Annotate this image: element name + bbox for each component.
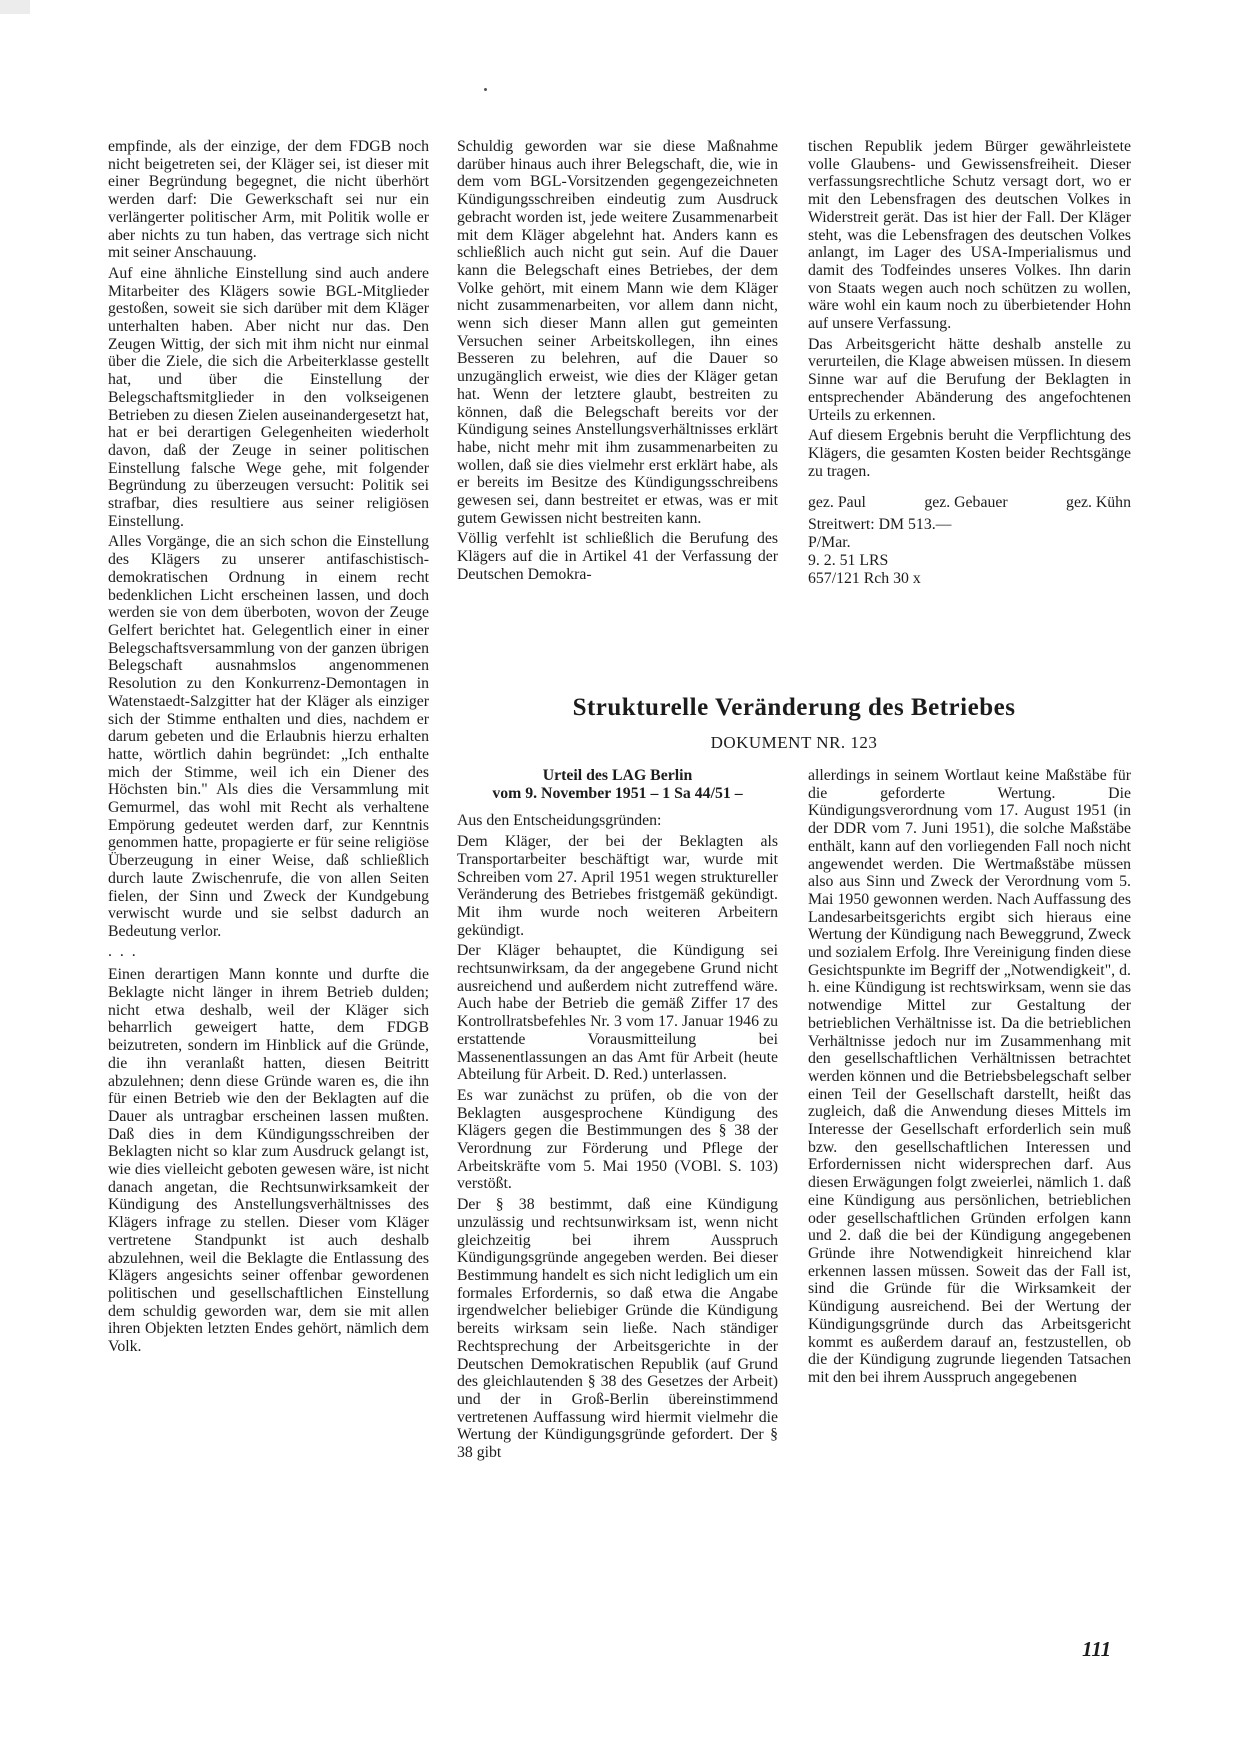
- signature: gez. Kühn: [1066, 494, 1131, 512]
- meta-line: P/Mar.: [808, 534, 851, 552]
- scan-corner-mark: [0, 0, 30, 14]
- column-left: [108, 138, 429, 1356]
- judgment-date: vom 9. November 1951 – 1 Sa 44/51 –: [492, 784, 743, 802]
- paragraph: Der Kläger behauptet, die Kündigung sei rechtsunwirksam, da der angegebene Grund nicht ausreichend und außerdem nicht zutreffend wäre. Auch habe der Betrieb die gemäß Ziffer 17 des Kontrollratsbefehles Nr. 3 vom 17. Januar 1946 zu erstattende Vorausmitteilung bei Massenentlassungen an das Amt für Arbeit (heute Abteilung für Arbeit. D. Red.) unterlassen.: [457, 942, 778, 1084]
- paragraph: Schuldig geworden war sie diese Maßnahme darüber hinaus auch ihrer Belegschaft, die, wie in dem vom BGL-Vorsitzenden gegengezeichneten Kündigungsschreiben eindeutig zum Ausdruck gebracht worden ist, jede weitere Zusammenarbeit mit dem Kläger abgelehnt hat. Anders kann es schließlich auch nicht gut sein. Auf die Dauer kann die Belegschaft eines Betriebes, der dem Volke gehört, mit einem Mann wie dem Kläger nicht zusammenarbeiten, vor allem dann nicht, wenn sich dieser Mann allen gut gemeinten Versuchen seiner Arbeitskollegen, ihn eines Besseren zu belehren, auf die Dauer so unzugänglich erweist, wie dies der Kläger getan hat. Wenn der letztere glaubt, bestreiten zu können, daß die Belegschaft bereits vor der Kündigung seines Anstellungsverhältnisses erklärt habe, nicht mehr mit ihm zusammenarbeiten zu wollen, daß sie dies vielmehr erst erklärt habe, als er bereits im Besitze des Kündigungsschreibens gewesen sei, dann bestreitet er etwas, was er mit gutem Gewissen nicht bestreiten kann.: [457, 138, 778, 527]
- paragraph: Einen derartigen Mann konnte und durfte die Beklagte nicht länger in ihrem Betrieb dulden; nicht etwa deshalb, weil der Kläger sich beharrlich geweigert hatte, dem FDGB beizutreten, sondern im Hinblick auf die Gründe, die ihn veranlaßt hatten, diesen Beitritt abzulehnen; denn diese Gründe waren es, die ihn für einen Betrieb wie den der Beklagten auf die Dauer als untragbar erscheinen lassen mußten. Daß dies in dem Kündigungsschreiben der Beklagten nicht so klar zum Ausdruck gelangt ist, wie dies vielleicht geboten gewesen wäre, ist nicht danach angetan, die Rechtsunwirksamkeit der Kündigung des Anstellungsverhältnisses des Klägers infrage zu stellen. Dieser vom Kläger vertretene Standpunkt ist auch deshalb abzulehnen, weil die Beklagte die Entlassung des Klägers angesichts seiner offenbar gewordenen politischen und gesellschaftlichen Einstellung dem schuldig geworden war, dem sie mit allen ihren Objekten letzten Endes gehört, nämlich dem Volk.: [108, 966, 429, 1356]
- paragraph: Der § 38 bestimmt, daß eine Kündigung unzulässig und rechtsunwirksam ist, wenn nicht gleichzeitig bei ihrem Ausspruch Kündigungsgründe angegeben werden. Bei dieser Bestimmung handelt es sich nicht lediglich um ein formales Erfordernis, so daß etwa die Angabe irgendwelcher beliebiger Gründe die Kündigung bereits wirksam sein ließe. Nach ständiger Rechtsprechung der Arbeitsgerichte in der Deutschen Demokratischen Republik (auf Grund des gleichlautenden § 38 des Gesetzes der Arbeit) und der in Groß-Berlin übereinstimmend vertretenen Auffassung wird hiermit vielmehr die Wertung der Kündigungsgründe gefordert. Der § 38 gibt: [457, 1196, 778, 1462]
- paragraph: Alles Vorgänge, die an sich schon die Einstellung des Klägers zu unserer antifaschistisch-demokratischen Ordnung in einem recht bedenklichen Licht erscheinen lassen, und doch werden sie von dem überboten, wovon der Zeuge Gelfert berichtet hat. Gelegentlich einer in einer Belegschaftsversammlung von der ganzen übrigen Belegschaft ausnahmslos angenommenen Resolution zu den Konkurrenz-Demontagen in Watenstaedt-Salzgitter hat der Kläger als einziger sich der Stimme enthalten und dies, nachdem er darum gebeten und die Erlaubnis hierzu erhalten hatte, wörtlich dahin begründet: „Ich enthalte mich der Stimme, weil ich ein Diener des Höchsten bin." Als dies die Versammlung mit Gemurmel, das wohl mit Recht als verhaltene Empörung gedeutet werden darf, zur Kenntnis genommen hatte, propagierte er für seine religiöse Überzeugung in einer Weise, daß schließlich durch laute Zwischenrufe, die von allen Seiten fielen, der Sinn und Zweck der Kundgebung verwischt wurde und sie selbst dadurch an Bedeutung verlor.: [108, 533, 429, 940]
- scan-speck: [484, 88, 487, 91]
- ellipsis: . . .: [108, 942, 138, 960]
- document-number: DOKUMENT NR. 123: [710, 733, 878, 752]
- paragraph: Völlig verfehlt ist schließlich die Berufung des Klägers auf die in Artikel 41 der Verfassung der Deutschen Demokra-: [457, 530, 778, 583]
- page-number: 111: [1082, 1637, 1112, 1661]
- column-right-bottom: [808, 767, 1131, 1387]
- paragraph: Aus den Entscheidungsgründen:: [457, 812, 662, 830]
- meta-line: 9. 2. 51 LRS: [808, 552, 889, 570]
- paragraph: Auf eine ähnliche Einstellung sind auch andere Mitarbeiter des Klägers sowie BGL-Mitglieder gestoßen, soweit sie sich darüber mit dem Kläger unterhalten haben. Aber nicht nur das. Den Zeugen Wittig, der sich mit ihm nicht nur einmal über die Ziele, die sich die Arbeiterklasse gestellt hat, und über die Einstellung der Belegschaftsmitglieder in den volkseigenen Betrieben zu diesen Zielen auseinandergesetzt hat, hat er bei derartigen Gelegenheiten wiederholt davon, daß der Zeuge in seiner politischen Einstellung falsche Wege gehe, mit folgender Begründung zu überzeugen versucht: Politik sei strafbar, dies resultiere aus seiner religiösen Einstellung.: [108, 264, 429, 530]
- meta-line: Streitwert: DM 513.—: [808, 516, 952, 534]
- signature: gez. Paul: [808, 494, 866, 512]
- paragraph: empfinde, als der einzige, der dem FDGB noch nicht beigetreten sei, der Kläger sei, ist dieser mit einer Begründung begegnet, die nicht überhört werden darf: Die Gewerkschaft sei nur ein verlängerter politischer Arm, mit Politik wolle er aber nichts zu tun haben, das vertrage sich nicht mit seiner Anschauung.: [108, 138, 429, 262]
- paragraph: allerdings in seinem Wortlaut keine Maßstäbe für die geforderte Wertung. Die Kündigungsverordnung vom 17. August 1951 (in der DDR vom 7. Juni 1951), die solche Maßstäbe enthält, kann auf den vorliegenden Fall noch nicht angewendet werden. Die Wertmaßstäbe müssen also aus Sinn und Zweck der Verordnung vom 5. Mai 1950 gewonnen werden. Nach Auffassung des Landesarbeitsgerichts ergibt sich hieraus eine Wertung der Kündigung nach Beweggrund, Zweck und sozialem Erfolg. Ihre Vereinigung finden diese Gesichtspunkte im Begriff der „Notwendigkeit", d. h. eine Kündigung ist rechtswirksam, wenn sie das notwendige Mittel zur Gestaltung der betrieblichen Verhältnisse ist. Da die betrieblichen Verhältnisse jedoch nur im Zusammenhang mit den gesellschaftlichen Verhältnissen betrachtet werden können und die Betriebsbelegschaft selber einen Teil der Gesellschaft darstellt, heißt das zugleich, daß die Anwendung dieses Mittels im Interesse der Gesellschaft erforderlich sein muß bzw. den gesellschaftlichen Interessen und Erfordernissen nicht widersprechen darf. Aus diesen Erwägungen folgt zweierlei, nämlich 1. daß eine Kündigung aus persönlichen, betrieblichen oder gesellschaftlichen Gründen erfolgen kann und 2. daß die bei der Kündigung angegebenen Gründe ihre Notwendigkeit hinreichend klar erkennen lassen müssen. Soweit das der Fall ist, sind die Gründe für die Wirksamkeit der Kündigung ausreichend. Bei der Wertung der Kündigungsgründe durch das Arbeitsgericht kommt es außerdem darauf an, festzustellen, ob die der Kündigung zugrunde liegenden Tatsachen mit den bei ihrem Ausspruch angegebenen: [808, 767, 1132, 1386]
- section-heading: Strukturelle Veränderung des Betriebes: [572, 694, 1016, 721]
- column-middle-bottom: [457, 767, 778, 1462]
- signature-line: [808, 494, 1131, 512]
- paragraph: Das Arbeitsgericht hätte deshalb anstelle zu verurteilen, die Klage abweisen müssen. In diesem Sinne war auf die Berufung der Beklagten in entsprechender Abänderung des angefochtenen Urteils zu erkennen.: [808, 335, 1131, 424]
- judgment-title: Urteil des LAG Berlin: [542, 767, 693, 784]
- paragraph: tischen Republik jedem Bürger gewährleistete volle Glaubens- und Gewissensfreiheit. Dieser verfassungsrechtliche Schutz versagt dort, wo er mit den Lebensfragen des deutschen Volkes in Widerstreit gerät. Das ist hier der Fall. Der Kläger steht, was die Lebensfragen des deutschen Volkes anlangt, im Lager des USA-Imperialismus und damit des Todfeindes unseres Volkes. Ihn darin von Staats wegen auch noch schützen zu wollen, wäre wohl ein kaum noch zu überbietender Hohn auf unsere Verfassung.: [808, 138, 1131, 333]
- column-middle-top: [457, 138, 778, 584]
- paragraph: Es war zunächst zu prüfen, ob die von der Beklagten ausgesprochene Kündigung des Klägers gegen die Bestimmungen des § 38 der Verordnung zur Förderung und Pflege der Arbeitskräfte vom 5. Mai 1950 (VOBl. S. 103) verstößt.: [457, 1086, 778, 1193]
- case-metadata: [808, 516, 1131, 588]
- signature: gez. Gebauer: [924, 494, 1008, 512]
- meta-line: 657/121 Rch 30 x: [808, 570, 921, 588]
- paragraph: Auf diesem Ergebnis beruht die Verpflichtung des Klägers, die gesamten Kosten beider Rechtsgänge zu tragen.: [808, 427, 1131, 480]
- column-right-top: [808, 138, 1131, 588]
- paragraph: Dem Kläger, der bei der Beklagten als Transportarbeiter beschäftigt war, wurde mit Schreiben vom 27. April 1951 wegen struktureller Veränderung des Betriebes fristgemäß gekündigt. Mit ihm wurde noch weiteren Arbeitern gekündigt.: [457, 833, 778, 939]
